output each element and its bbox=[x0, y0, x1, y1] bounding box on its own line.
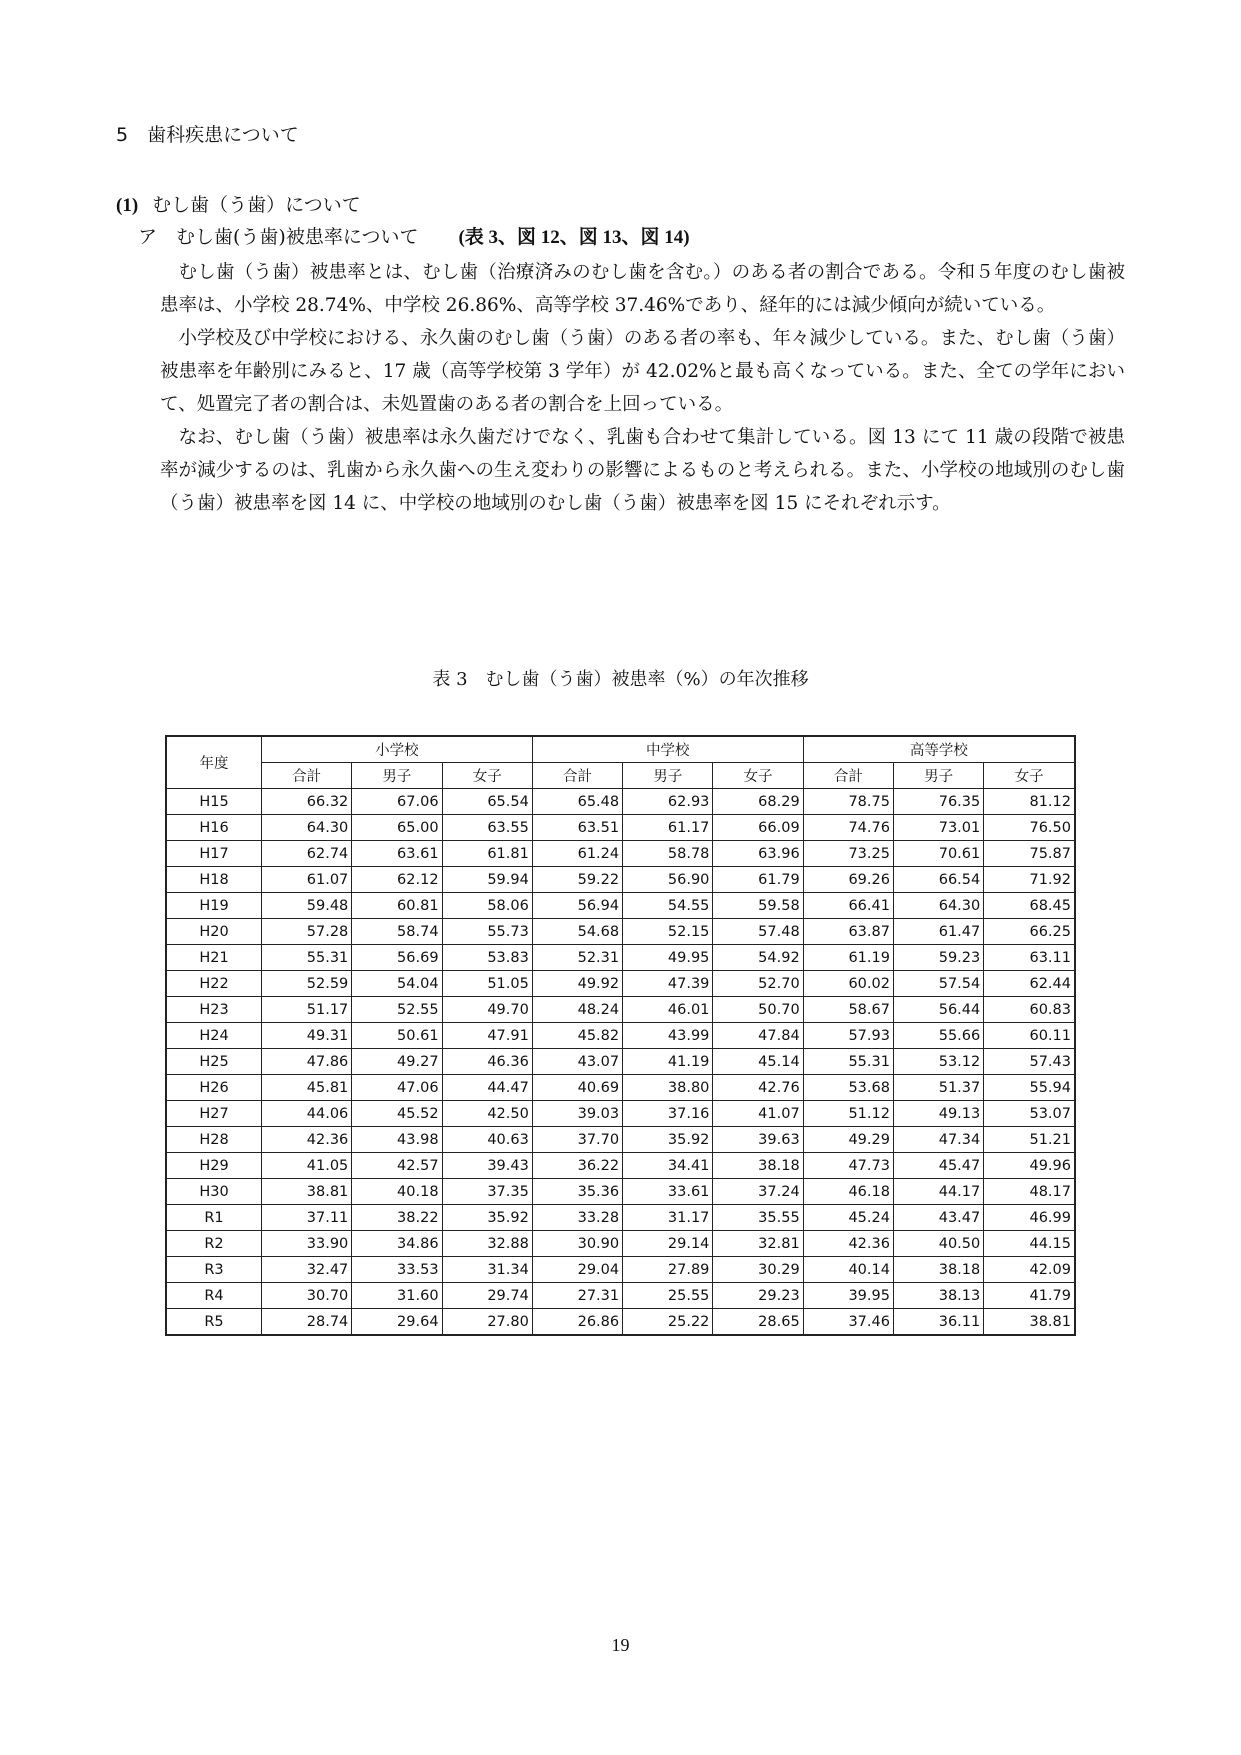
rate-cell: 41.79 bbox=[984, 1283, 1075, 1309]
rate-cell: 34.41 bbox=[623, 1153, 713, 1179]
rate-cell: 37.70 bbox=[532, 1127, 622, 1153]
rate-cell: 27.80 bbox=[442, 1309, 532, 1336]
table-row bbox=[166, 893, 1075, 919]
rate-cell: 73.25 bbox=[803, 841, 893, 867]
rate-cell: 43.99 bbox=[623, 1023, 713, 1049]
table-row bbox=[166, 1231, 1075, 1257]
rate-cell: 61.24 bbox=[532, 841, 622, 867]
rate-cell: 47.86 bbox=[262, 1049, 352, 1075]
rate-cell: 37.35 bbox=[442, 1179, 532, 1205]
rate-cell: 61.19 bbox=[803, 945, 893, 971]
rate-cell: 54.68 bbox=[532, 919, 622, 945]
subheader-female: 女子 bbox=[713, 763, 803, 789]
rate-cell: 47.06 bbox=[352, 1075, 442, 1101]
rate-cell: 65.48 bbox=[532, 789, 622, 815]
rate-cell: 40.50 bbox=[893, 1231, 983, 1257]
rate-cell: 45.24 bbox=[803, 1205, 893, 1231]
rate-cell: 44.47 bbox=[442, 1075, 532, 1101]
rate-cell: 42.36 bbox=[262, 1127, 352, 1153]
rate-cell: 52.15 bbox=[623, 919, 713, 945]
rate-cell: 40.69 bbox=[532, 1075, 622, 1101]
table-row bbox=[166, 1205, 1075, 1231]
table-group-header-row bbox=[166, 736, 1075, 763]
subsection-heading bbox=[116, 190, 361, 217]
rate-cell: 57.54 bbox=[893, 971, 983, 997]
year-cell: H29 bbox=[166, 1153, 262, 1179]
rate-cell: 34.86 bbox=[352, 1231, 442, 1257]
year-cell: H28 bbox=[166, 1127, 262, 1153]
subheader-female: 女子 bbox=[442, 763, 532, 789]
rate-cell: 32.88 bbox=[442, 1231, 532, 1257]
rate-cell: 75.87 bbox=[984, 841, 1075, 867]
rate-cell: 63.96 bbox=[713, 841, 803, 867]
rate-cell: 25.55 bbox=[623, 1283, 713, 1309]
rate-cell: 41.07 bbox=[713, 1101, 803, 1127]
rate-cell: 44.06 bbox=[262, 1101, 352, 1127]
rate-cell: 55.31 bbox=[803, 1049, 893, 1075]
rate-cell: 65.54 bbox=[442, 789, 532, 815]
rate-cell: 46.36 bbox=[442, 1049, 532, 1075]
rate-cell: 27.89 bbox=[623, 1257, 713, 1283]
year-cell: H15 bbox=[166, 789, 262, 815]
rate-cell: 61.07 bbox=[262, 867, 352, 893]
rate-cell: 35.92 bbox=[442, 1205, 532, 1231]
year-header: 年度 bbox=[166, 736, 262, 789]
rate-cell: 60.11 bbox=[984, 1023, 1075, 1049]
rate-cell: 61.81 bbox=[442, 841, 532, 867]
rate-cell: 54.92 bbox=[713, 945, 803, 971]
rate-cell: 33.53 bbox=[352, 1257, 442, 1283]
rate-cell: 29.64 bbox=[352, 1309, 442, 1336]
table-row bbox=[166, 919, 1075, 945]
item-reference: (表 3、図 12、図 13、図 14) bbox=[458, 227, 690, 248]
rate-cell: 39.95 bbox=[803, 1283, 893, 1309]
table-row bbox=[166, 945, 1075, 971]
rate-cell: 55.73 bbox=[442, 919, 532, 945]
rate-cell: 63.87 bbox=[803, 919, 893, 945]
rate-cell: 54.04 bbox=[352, 971, 442, 997]
rate-cell: 49.27 bbox=[352, 1049, 442, 1075]
rate-cell: 58.78 bbox=[623, 841, 713, 867]
rate-cell: 53.83 bbox=[442, 945, 532, 971]
rate-cell: 56.94 bbox=[532, 893, 622, 919]
rate-cell: 47.39 bbox=[623, 971, 713, 997]
rate-cell: 57.48 bbox=[713, 919, 803, 945]
rate-cell: 66.32 bbox=[262, 789, 352, 815]
rate-cell: 41.19 bbox=[623, 1049, 713, 1075]
table-row bbox=[166, 1257, 1075, 1283]
year-cell: H30 bbox=[166, 1179, 262, 1205]
table-row bbox=[166, 1179, 1075, 1205]
table-caption: 表 3 むし歯（う歯）被患率（%）の年次推移 bbox=[432, 669, 809, 690]
rate-cell: 52.70 bbox=[713, 971, 803, 997]
year-cell: H25 bbox=[166, 1049, 262, 1075]
rate-cell: 59.23 bbox=[893, 945, 983, 971]
rate-cell: 30.70 bbox=[262, 1283, 352, 1309]
paragraph: むし歯（う歯）被患率とは、むし歯（治療済みのむし歯を含む。）のある者の割合である。令和５年度のむし歯被患率は、小学校 28.74%、中学校 26.86%、高等学校 37.46%であり、経年的には減少傾向が続いている。 bbox=[160, 262, 1125, 316]
subheader-male: 男子 bbox=[352, 763, 442, 789]
rate-cell: 33.61 bbox=[623, 1179, 713, 1205]
subheader-total: 合計 bbox=[262, 763, 352, 789]
rate-cell: 57.28 bbox=[262, 919, 352, 945]
rate-cell: 36.11 bbox=[893, 1309, 983, 1336]
rate-cell: 45.82 bbox=[532, 1023, 622, 1049]
rate-cell: 64.30 bbox=[262, 815, 352, 841]
rate-cell: 50.61 bbox=[352, 1023, 442, 1049]
rate-cell: 59.94 bbox=[442, 867, 532, 893]
rate-cell: 36.22 bbox=[532, 1153, 622, 1179]
year-cell: H24 bbox=[166, 1023, 262, 1049]
rate-cell: 55.31 bbox=[262, 945, 352, 971]
rate-cell: 29.23 bbox=[713, 1283, 803, 1309]
rate-cell: 60.02 bbox=[803, 971, 893, 997]
rate-cell: 67.06 bbox=[352, 789, 442, 815]
rate-cell: 68.45 bbox=[984, 893, 1075, 919]
rate-cell: 37.16 bbox=[623, 1101, 713, 1127]
rate-cell: 40.63 bbox=[442, 1127, 532, 1153]
rate-cell: 39.03 bbox=[532, 1101, 622, 1127]
rate-cell: 49.95 bbox=[623, 945, 713, 971]
table-row bbox=[166, 1075, 1075, 1101]
rate-cell: 59.22 bbox=[532, 867, 622, 893]
year-cell: H19 bbox=[166, 893, 262, 919]
page-number: 19 bbox=[611, 1635, 630, 1655]
table-row bbox=[166, 841, 1075, 867]
rate-cell: 58.74 bbox=[352, 919, 442, 945]
rate-cell: 37.11 bbox=[262, 1205, 352, 1231]
rate-cell: 60.81 bbox=[352, 893, 442, 919]
body-text bbox=[160, 256, 1125, 520]
paragraph: 小学校及び中学校における、永久歯のむし歯（う歯）のある者の率も、年々減少している。また、むし歯（う歯）被患率を年齢別にみると、17 歳（高等学校第 3 学年）が 42.02%と最も高くなっている。また、全ての学年において、処置完了者の割合は、未処置歯のある者の割合を上回っている。 bbox=[160, 328, 1125, 415]
rate-cell: 38.81 bbox=[984, 1309, 1075, 1336]
rate-cell: 76.50 bbox=[984, 815, 1075, 841]
table-row bbox=[166, 1101, 1075, 1127]
rate-cell: 47.34 bbox=[893, 1127, 983, 1153]
rate-cell: 61.47 bbox=[893, 919, 983, 945]
subsection-label: むし歯（う歯）について bbox=[152, 194, 361, 216]
rate-cell: 42.50 bbox=[442, 1101, 532, 1127]
rate-cell: 51.21 bbox=[984, 1127, 1075, 1153]
rate-cell: 42.09 bbox=[984, 1257, 1075, 1283]
rate-cell: 43.98 bbox=[352, 1127, 442, 1153]
rate-cell: 57.43 bbox=[984, 1049, 1075, 1075]
year-cell: H18 bbox=[166, 867, 262, 893]
rate-cell: 47.84 bbox=[713, 1023, 803, 1049]
rate-cell: 81.12 bbox=[984, 789, 1075, 815]
rate-cell: 42.76 bbox=[713, 1075, 803, 1101]
rate-cell: 38.13 bbox=[893, 1283, 983, 1309]
rate-cell: 66.41 bbox=[803, 893, 893, 919]
rate-cell: 68.29 bbox=[713, 789, 803, 815]
rate-cell: 49.29 bbox=[803, 1127, 893, 1153]
rate-cell: 51.17 bbox=[262, 997, 352, 1023]
rate-cell: 32.81 bbox=[713, 1231, 803, 1257]
caries-rate-table bbox=[165, 735, 1076, 1336]
table-row bbox=[166, 789, 1075, 815]
rate-cell: 55.94 bbox=[984, 1075, 1075, 1101]
item-label: ア むし歯(う歯)被患率について bbox=[138, 226, 419, 248]
rate-cell: 62.12 bbox=[352, 867, 442, 893]
rate-cell: 63.55 bbox=[442, 815, 532, 841]
rate-cell: 76.35 bbox=[893, 789, 983, 815]
rate-cell: 66.25 bbox=[984, 919, 1075, 945]
item-heading bbox=[138, 222, 690, 249]
year-cell: H26 bbox=[166, 1075, 262, 1101]
rate-cell: 25.22 bbox=[623, 1309, 713, 1336]
rate-cell: 56.69 bbox=[352, 945, 442, 971]
rate-cell: 61.17 bbox=[623, 815, 713, 841]
rate-cell: 48.17 bbox=[984, 1179, 1075, 1205]
rate-cell: 46.18 bbox=[803, 1179, 893, 1205]
paragraph: なお、むし歯（う歯）被患率は永久歯だけでなく、乳歯も合わせて集計している。図 13 にて 11 歳の段階で被患率が減少するのは、乳歯から永久歯への生え変わりの影響によるものと考えられる。また、小学校の地域別のむし歯（う歯）被患率を図 14 に、中学校の地域別のむし歯（う歯）被患率を図 15 にそれぞれ示す。 bbox=[160, 427, 1125, 514]
table-row bbox=[166, 867, 1075, 893]
rate-cell: 60.83 bbox=[984, 997, 1075, 1023]
rate-cell: 61.79 bbox=[713, 867, 803, 893]
rate-cell: 59.58 bbox=[713, 893, 803, 919]
rate-cell: 71.92 bbox=[984, 867, 1075, 893]
rate-cell: 29.04 bbox=[532, 1257, 622, 1283]
table-row bbox=[166, 1023, 1075, 1049]
rate-cell: 57.93 bbox=[803, 1023, 893, 1049]
rate-cell: 35.55 bbox=[713, 1205, 803, 1231]
rate-cell: 63.61 bbox=[352, 841, 442, 867]
group-header-junior-high: 中学校 bbox=[532, 736, 803, 763]
rate-cell: 52.31 bbox=[532, 945, 622, 971]
rate-cell: 38.22 bbox=[352, 1205, 442, 1231]
rate-cell: 50.70 bbox=[713, 997, 803, 1023]
rate-cell: 32.47 bbox=[262, 1257, 352, 1283]
table-row bbox=[166, 815, 1075, 841]
year-cell: H23 bbox=[166, 997, 262, 1023]
rate-cell: 53.68 bbox=[803, 1075, 893, 1101]
rate-cell: 39.43 bbox=[442, 1153, 532, 1179]
rate-cell: 27.31 bbox=[532, 1283, 622, 1309]
rate-cell: 63.11 bbox=[984, 945, 1075, 971]
subheader-female: 女子 bbox=[984, 763, 1075, 789]
rate-cell: 31.60 bbox=[352, 1283, 442, 1309]
rate-cell: 52.55 bbox=[352, 997, 442, 1023]
rate-cell: 53.07 bbox=[984, 1101, 1075, 1127]
rate-cell: 78.75 bbox=[803, 789, 893, 815]
rate-cell: 49.70 bbox=[442, 997, 532, 1023]
table-row bbox=[166, 1049, 1075, 1075]
subheader-total: 合計 bbox=[532, 763, 622, 789]
rate-cell: 45.81 bbox=[262, 1075, 352, 1101]
rate-cell: 58.67 bbox=[803, 997, 893, 1023]
rate-cell: 42.57 bbox=[352, 1153, 442, 1179]
rate-cell: 35.92 bbox=[623, 1127, 713, 1153]
rate-cell: 28.65 bbox=[713, 1309, 803, 1336]
rate-cell: 56.90 bbox=[623, 867, 713, 893]
rate-cell: 46.99 bbox=[984, 1205, 1075, 1231]
rate-cell: 45.52 bbox=[352, 1101, 442, 1127]
table-body bbox=[166, 789, 1075, 1336]
rate-cell: 73.01 bbox=[893, 815, 983, 841]
rate-cell: 62.74 bbox=[262, 841, 352, 867]
rate-cell: 62.93 bbox=[623, 789, 713, 815]
rate-cell: 65.00 bbox=[352, 815, 442, 841]
rate-cell: 30.90 bbox=[532, 1231, 622, 1257]
rate-cell: 40.18 bbox=[352, 1179, 442, 1205]
rate-cell: 66.09 bbox=[713, 815, 803, 841]
rate-cell: 63.51 bbox=[532, 815, 622, 841]
rate-cell: 45.47 bbox=[893, 1153, 983, 1179]
year-cell: R5 bbox=[166, 1309, 262, 1336]
year-cell: H22 bbox=[166, 971, 262, 997]
rate-cell: 40.14 bbox=[803, 1257, 893, 1283]
table-row bbox=[166, 971, 1075, 997]
rate-cell: 38.80 bbox=[623, 1075, 713, 1101]
subheader-total: 合計 bbox=[803, 763, 893, 789]
rate-cell: 55.66 bbox=[893, 1023, 983, 1049]
subheader-male: 男子 bbox=[623, 763, 713, 789]
rate-cell: 51.37 bbox=[893, 1075, 983, 1101]
year-cell: R2 bbox=[166, 1231, 262, 1257]
rate-cell: 44.15 bbox=[984, 1231, 1075, 1257]
rate-cell: 33.28 bbox=[532, 1205, 622, 1231]
rate-cell: 29.74 bbox=[442, 1283, 532, 1309]
rate-cell: 46.01 bbox=[623, 997, 713, 1023]
table-row bbox=[166, 997, 1075, 1023]
rate-cell: 74.76 bbox=[803, 815, 893, 841]
rate-cell: 30.29 bbox=[713, 1257, 803, 1283]
year-cell: R4 bbox=[166, 1283, 262, 1309]
subheader-male: 男子 bbox=[893, 763, 983, 789]
rate-cell: 47.91 bbox=[442, 1023, 532, 1049]
rate-cell: 38.18 bbox=[893, 1257, 983, 1283]
rate-cell: 58.06 bbox=[442, 893, 532, 919]
rate-cell: 31.34 bbox=[442, 1257, 532, 1283]
rate-cell: 49.96 bbox=[984, 1153, 1075, 1179]
rate-cell: 56.44 bbox=[893, 997, 983, 1023]
rate-cell: 49.31 bbox=[262, 1023, 352, 1049]
rate-cell: 44.17 bbox=[893, 1179, 983, 1205]
rate-cell: 51.05 bbox=[442, 971, 532, 997]
rate-cell: 43.07 bbox=[532, 1049, 622, 1075]
rate-cell: 35.36 bbox=[532, 1179, 622, 1205]
table-subheader-row bbox=[166, 763, 1075, 789]
year-cell: H27 bbox=[166, 1101, 262, 1127]
rate-cell: 49.13 bbox=[893, 1101, 983, 1127]
rate-cell: 49.92 bbox=[532, 971, 622, 997]
rate-cell: 37.46 bbox=[803, 1309, 893, 1336]
rate-cell: 51.12 bbox=[803, 1101, 893, 1127]
year-cell: H17 bbox=[166, 841, 262, 867]
rate-cell: 28.74 bbox=[262, 1309, 352, 1336]
rate-cell: 31.17 bbox=[623, 1205, 713, 1231]
rate-cell: 38.81 bbox=[262, 1179, 352, 1205]
rate-cell: 62.44 bbox=[984, 971, 1075, 997]
table-row bbox=[166, 1153, 1075, 1179]
rate-cell: 64.30 bbox=[893, 893, 983, 919]
rate-cell: 70.61 bbox=[893, 841, 983, 867]
table-row bbox=[166, 1309, 1075, 1336]
year-cell: R3 bbox=[166, 1257, 262, 1283]
rate-cell: 69.26 bbox=[803, 867, 893, 893]
subsection-number: (1) bbox=[116, 195, 139, 216]
section-heading: 5 歯科疾患について bbox=[116, 124, 299, 146]
table-row bbox=[166, 1283, 1075, 1309]
year-cell: H21 bbox=[166, 945, 262, 971]
table-row bbox=[166, 1127, 1075, 1153]
rate-cell: 66.54 bbox=[893, 867, 983, 893]
rate-cell: 26.86 bbox=[532, 1309, 622, 1336]
rate-cell: 45.14 bbox=[713, 1049, 803, 1075]
group-header-high-school: 高等学校 bbox=[803, 736, 1075, 763]
rate-cell: 43.47 bbox=[893, 1205, 983, 1231]
rate-cell: 33.90 bbox=[262, 1231, 352, 1257]
year-cell: H16 bbox=[166, 815, 262, 841]
rate-cell: 48.24 bbox=[532, 997, 622, 1023]
rate-cell: 41.05 bbox=[262, 1153, 352, 1179]
year-cell: R1 bbox=[166, 1205, 262, 1231]
rate-cell: 59.48 bbox=[262, 893, 352, 919]
rate-cell: 53.12 bbox=[893, 1049, 983, 1075]
rate-cell: 54.55 bbox=[623, 893, 713, 919]
group-header-elementary: 小学校 bbox=[262, 736, 533, 763]
rate-cell: 39.63 bbox=[713, 1127, 803, 1153]
year-cell: H20 bbox=[166, 919, 262, 945]
rate-cell: 38.18 bbox=[713, 1153, 803, 1179]
rate-cell: 52.59 bbox=[262, 971, 352, 997]
rate-cell: 42.36 bbox=[803, 1231, 893, 1257]
rate-cell: 29.14 bbox=[623, 1231, 713, 1257]
rate-cell: 47.73 bbox=[803, 1153, 893, 1179]
rate-cell: 37.24 bbox=[713, 1179, 803, 1205]
